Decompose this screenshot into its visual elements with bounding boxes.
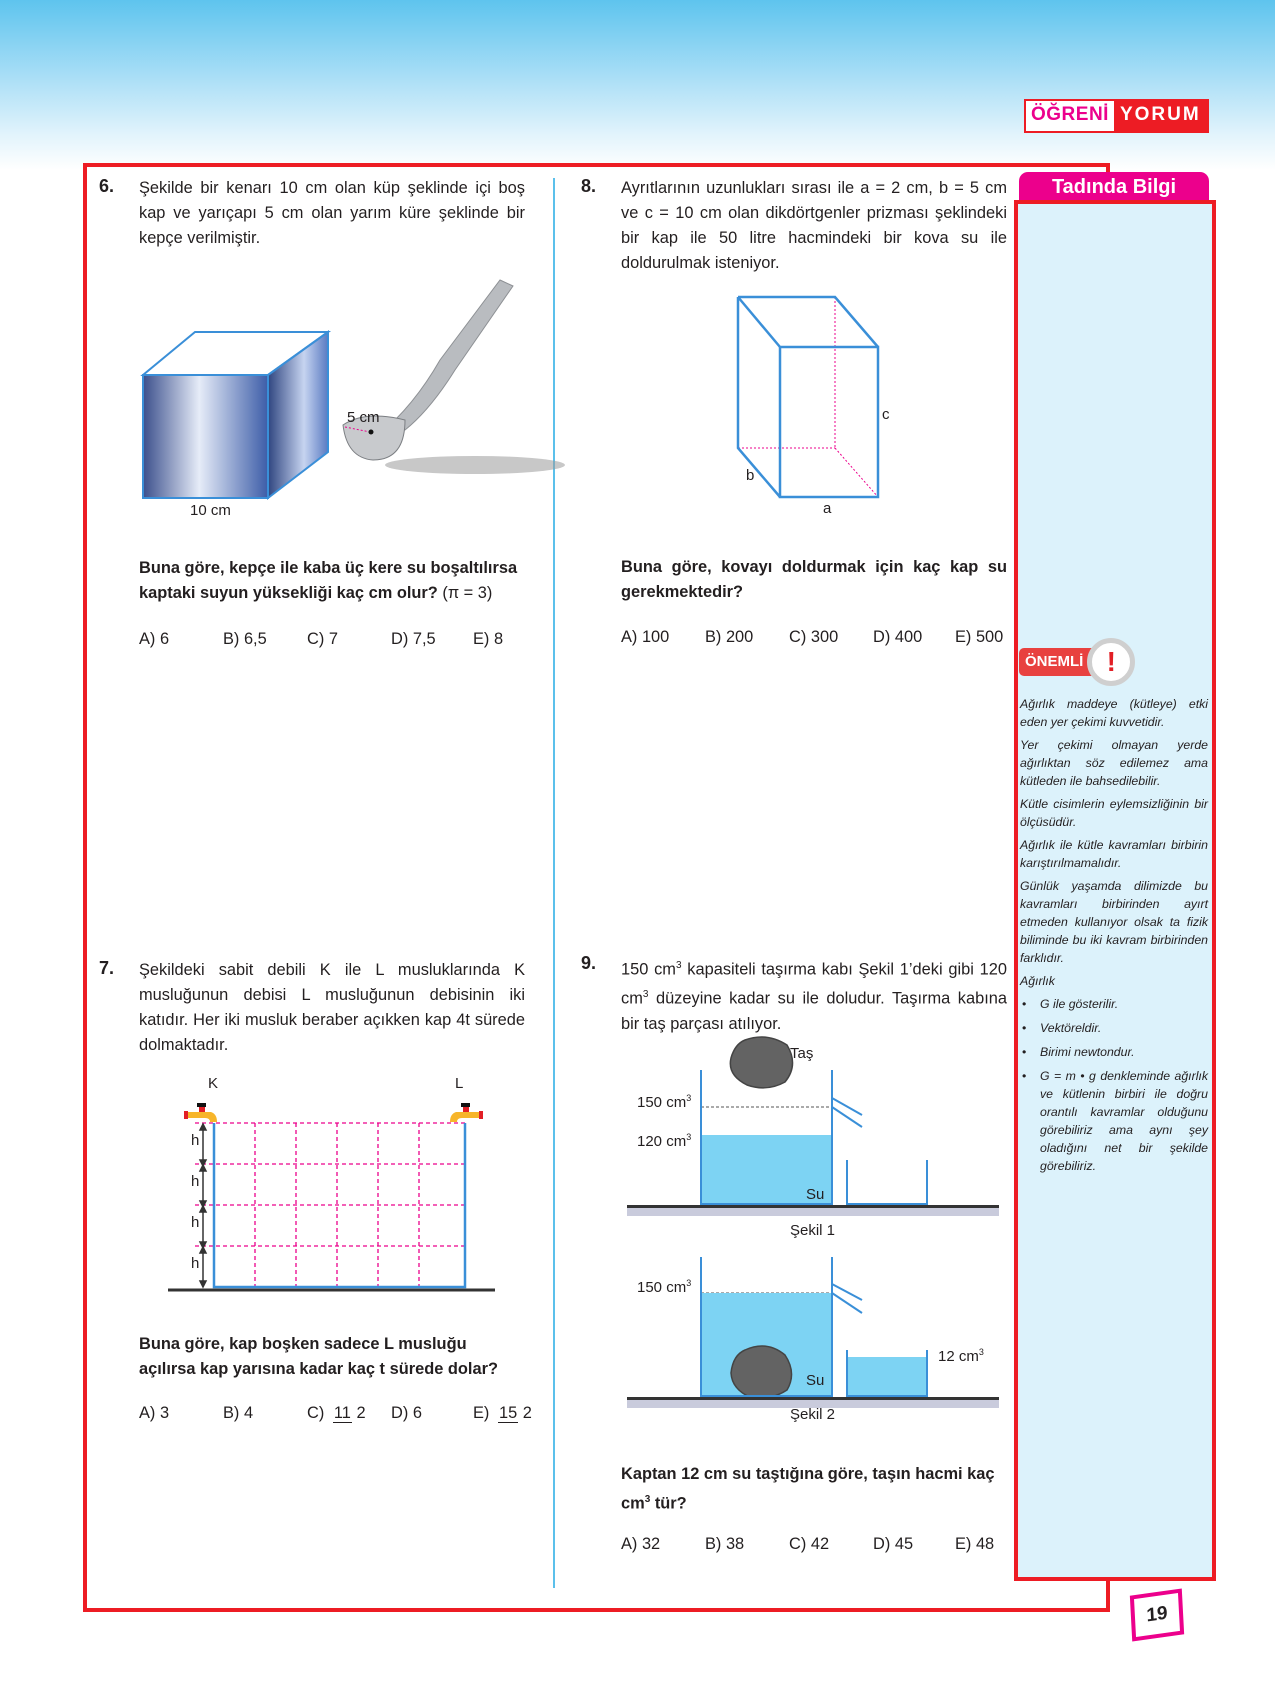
note-paragraph: Yer çekimi olmayan yerde ağırlıktan söz edilemez ama kütleden ile bahsedilebilir.: [1020, 738, 1208, 788]
text-segment: düzeyine kadar su ile doludur. Taşırma kabına bir taş parçası atılıyor.: [621, 989, 1007, 1033]
superscript: 3: [644, 1494, 651, 1505]
figure-2-caption: Şekil 2: [790, 1406, 836, 1423]
note-bullet: • G ile gösterilir.: [1020, 995, 1208, 1013]
option-a[interactable]: A) 6: [139, 630, 170, 648]
answer-options: [139, 1404, 532, 1423]
option-c-prefix: C): [307, 1404, 325, 1422]
important-badge: [1019, 645, 1135, 679]
superscript: 3: [675, 960, 682, 971]
question-prompt-text: Kaptan 12 cm su taştığına göre, taşın hacmi kaç cm: [621, 1465, 995, 1513]
option-b[interactable]: B) 38: [705, 1535, 745, 1553]
superscript: 3: [642, 989, 649, 1001]
tap-l-icon: [450, 1103, 483, 1122]
question-number: 9.: [581, 953, 597, 973]
option-e[interactable]: [473, 1404, 532, 1423]
note-paragraph: Günlük yaşamda dilimizde bu kavramları birbirinden ayırt etmeden kullanıyor olsak ta fizik biliminde bu iki kavram birbirinden farklıdır.: [1020, 879, 1208, 965]
important-notes: [1020, 695, 1208, 1181]
question-number: 8.: [581, 176, 597, 196]
option-e[interactable]: E) 8: [473, 630, 504, 648]
numerator: 15: [498, 1403, 518, 1422]
question-number: 6.: [99, 176, 115, 196]
fraction: [333, 1405, 366, 1423]
tank-with-taps-figure: [165, 1100, 505, 1300]
answer-options: [139, 630, 503, 649]
figure-1-caption: Şekil 1: [790, 1222, 836, 1239]
answer-options: [621, 1535, 994, 1554]
question-prompt: Buna göre, kovayı doldurmak için kaç kap su gerekmektedir?: [621, 558, 1007, 601]
note-paragraph: Ağırlık maddeye (kütleye) etki eden yer çekimi kuvvetidir.: [1020, 697, 1208, 729]
note-bullet: • G = m • g denkleminde ağırlık ve kütlenin birbiri ile doğru orantılı kavramlar olduğunu görebiliriz ama aynı şey oladığını net bir şekilde görebiliriz.: [1020, 1067, 1208, 1175]
question-prompt-text: Buna göre, kepçe ile kaba üç kere su boşaltılırsa kaptaki suyun yüksekliği kaç cm olur?: [139, 559, 518, 602]
tap-k-label: K: [208, 1075, 219, 1092]
option-e[interactable]: E) 500: [955, 628, 1004, 646]
text-segment: 150 cm: [621, 960, 676, 979]
rectangular-prism-figure: [735, 295, 885, 505]
question-text: [621, 953, 1007, 1037]
edge-b-label: b: [746, 467, 755, 484]
note-bullet: • Birimi newtondur.: [1020, 1043, 1208, 1061]
numerator: 11: [333, 1403, 351, 1422]
cube-figure: [140, 330, 330, 500]
brand-logo: [1024, 99, 1209, 133]
important-label: ÖNEMLİ: [1019, 648, 1103, 676]
note-bullet-list: [1020, 995, 1208, 1175]
option-b[interactable]: B) 200: [705, 628, 754, 646]
option-b[interactable]: B) 4: [223, 1404, 254, 1422]
question-prompt: Buna göre, kap boşken sadece L musluğu açılırsa kap yarısına kadar kaç t sürede dolar?: [139, 1335, 498, 1378]
page-number: 19: [1130, 1589, 1184, 1642]
question-prompt-text: tür?: [650, 1494, 687, 1513]
option-a[interactable]: A) 3: [139, 1404, 170, 1422]
option-a[interactable]: A) 100: [621, 628, 670, 646]
tap-k-icon: [184, 1103, 217, 1122]
height-label: h: [191, 1173, 200, 1190]
question-prompt: [621, 1462, 1007, 1516]
option-c[interactable]: C) 300: [789, 628, 839, 646]
option-a[interactable]: A) 32: [621, 1535, 661, 1553]
water-label: Su: [806, 1186, 825, 1203]
option-d[interactable]: D) 6: [391, 1404, 422, 1422]
denominator: 2: [356, 1403, 366, 1422]
edge-c-label: c: [882, 406, 890, 423]
column-divider: [553, 178, 555, 1588]
pi-note: (π = 3): [442, 584, 493, 602]
question-text: Şekildeki sabit debili K ile L musluklarında K musluğunun debisi L musluğunun debisinin iki katıdır. Her iki musluk beraber açıkken kap 4t sürede dolmaktadır.: [139, 961, 525, 1054]
tap-l-label: L: [455, 1075, 464, 1092]
side-panel-title: Tadında Bilgi: [1019, 172, 1209, 200]
level-150-label: 150 $cm^3$: [637, 1278, 692, 1296]
exclamation-icon: !: [1087, 638, 1135, 686]
text-segment: kapasiteli taşırma kabı Şekil 1’deki gibi 120 cm: [621, 960, 1007, 1008]
question-text: Şekilde bir kenarı 10 cm olan küp şeklinde içi boş kap ve yarıçapı 5 cm olan yarım küre şeklinde bir kepçe verilmiştir.: [139, 179, 525, 247]
note-heading: Ağırlık: [1020, 974, 1055, 988]
height-label: h: [191, 1132, 200, 1149]
option-e-prefix: E): [473, 1404, 490, 1422]
height-label: h: [191, 1255, 200, 1272]
brand-part2: YORUM: [1114, 101, 1207, 131]
overflow-volume-label: 12 $cm^3$: [938, 1347, 984, 1365]
option-d[interactable]: D) 400: [873, 628, 923, 646]
ladle-radius-label: 5 cm: [347, 409, 380, 426]
height-label: h: [191, 1214, 200, 1231]
level-150-label: 150 $cm^3$: [637, 1093, 692, 1111]
ladle-figure: [335, 270, 535, 480]
fraction: [498, 1405, 532, 1423]
option-e[interactable]: E) 48: [955, 1535, 995, 1553]
question-number: 7.: [99, 958, 115, 978]
cube-edge-label: 10 cm: [190, 502, 231, 519]
answer-options: [621, 628, 1003, 647]
level-120-label: 120 $cm^3$: [637, 1132, 692, 1150]
stone-label: Taş: [790, 1045, 814, 1062]
option-d[interactable]: D) 45: [873, 1535, 914, 1553]
header-gradient-band: [0, 0, 1275, 170]
option-c[interactable]: C) 42: [789, 1535, 830, 1553]
note-paragraph: Ağırlık ile kütle kavramları birbirin karıştırılmamalıdır.: [1020, 838, 1208, 870]
question-prompt: [139, 556, 525, 606]
question-text: Ayrıtlarının uzunlukları sırası ile a = 2 cm, b = 5 cm ve c = 10 cm olan dikdörtgenler prizması şeklindeki bir kap ile 50 litre hacmindeki bir kova su ile doldurulmak isteniyor.: [621, 179, 1007, 272]
option-d[interactable]: D) 7,5: [391, 630, 436, 648]
option-c[interactable]: [307, 1404, 391, 1423]
option-b[interactable]: B) 6,5: [223, 630, 267, 648]
water-label: Su: [806, 1372, 825, 1389]
denominator: 2: [522, 1403, 532, 1422]
note-paragraph: Kütle cisimlerin eylemsizliğinin bir ölçüsüdür.: [1020, 797, 1208, 829]
note-bullet: • Vektöreldir.: [1020, 1019, 1208, 1037]
brand-part1: ÖĞRENİ: [1026, 101, 1114, 131]
option-c[interactable]: C) 7: [307, 630, 338, 648]
edge-a-label: a: [823, 500, 832, 517]
